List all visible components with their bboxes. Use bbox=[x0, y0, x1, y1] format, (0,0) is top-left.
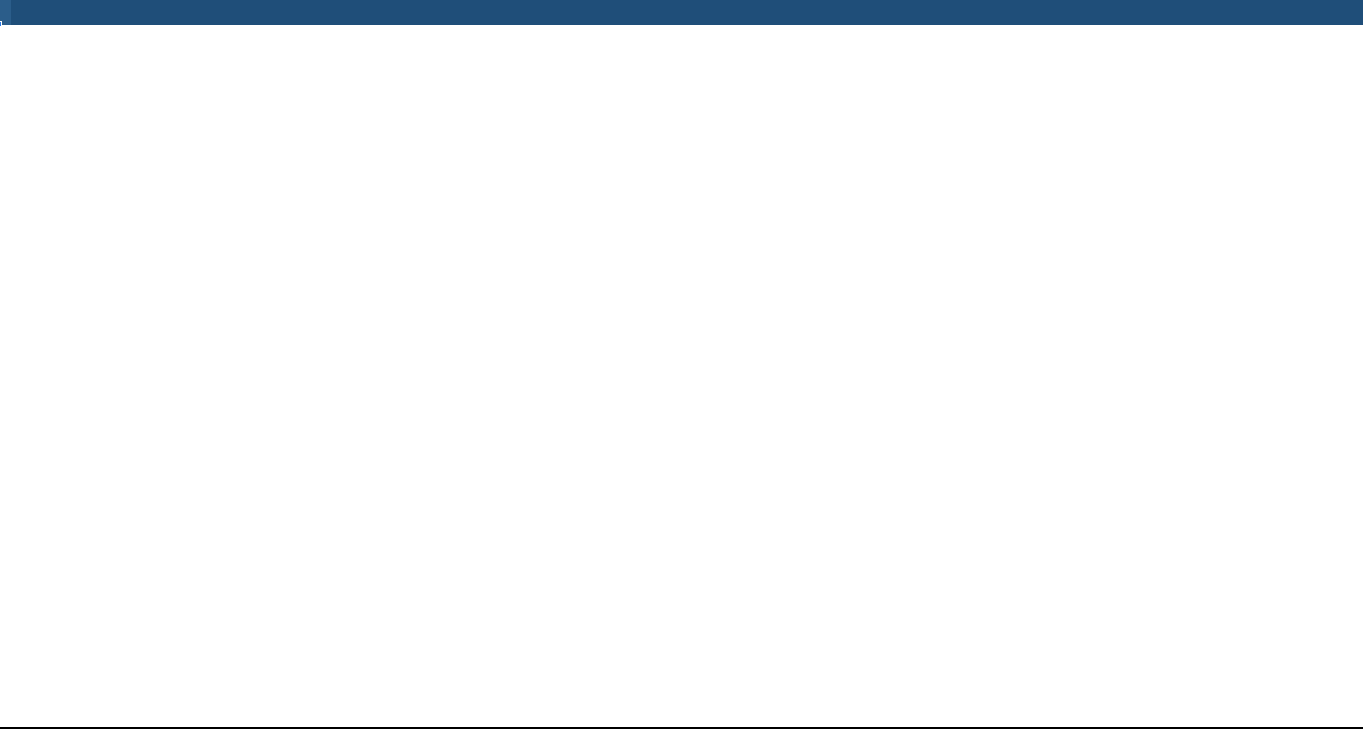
table-header bbox=[0, 0, 1363, 25]
selection-fill-handle[interactable] bbox=[0, 21, 2, 27]
col-header-unitest[interactable] bbox=[10, 0, 11, 25]
col-header-type[interactable] bbox=[0, 0, 1, 25]
